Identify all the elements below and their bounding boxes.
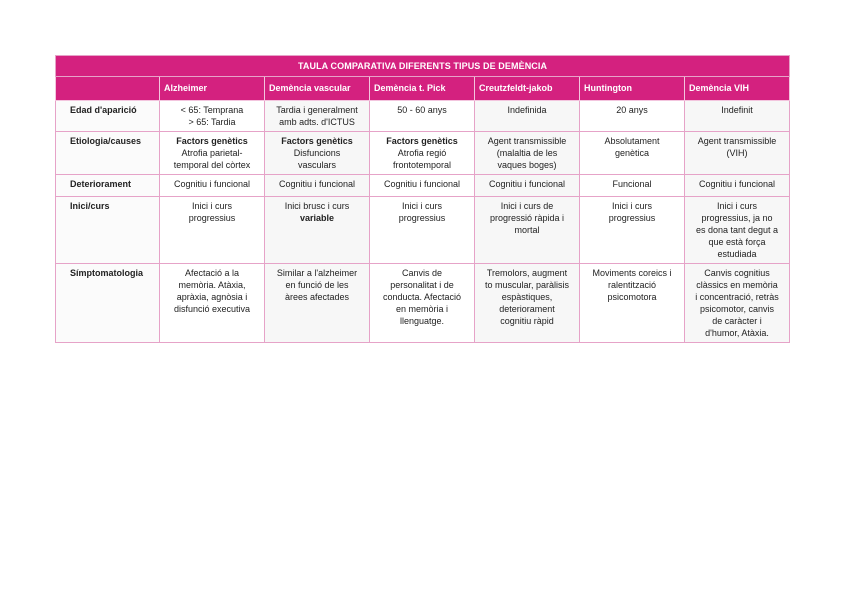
row-label: Símptomatologia xyxy=(56,264,160,343)
column-header-pick: Demència t. Pick xyxy=(370,77,475,101)
cell-line: Tremolors, augment xyxy=(486,268,568,278)
table-row xyxy=(56,197,790,264)
cell-line: Cognitiu i funcional xyxy=(278,179,356,189)
cell-line: Canvis cognitius xyxy=(704,268,770,278)
cell-pick xyxy=(370,101,475,132)
cell-pick xyxy=(370,197,475,264)
cell-line: apràxia, agnòsia i xyxy=(176,292,248,302)
cell-line: Factors genètics xyxy=(281,136,353,146)
cell-alzheimer xyxy=(160,101,265,132)
column-header-creutzfeldt-jakob: Creutzfeldt-jakob xyxy=(475,77,580,101)
cell-creutzfeldt-jakob xyxy=(475,175,580,197)
cell-line: Funcional xyxy=(612,179,652,189)
cell-line: memòria. Atàxia, xyxy=(178,280,246,290)
cell-line: ralentització xyxy=(607,280,657,290)
cell-line: progressius, ja no xyxy=(701,213,773,223)
header-corner xyxy=(56,77,160,101)
cell-alzheimer xyxy=(160,175,265,197)
table-row xyxy=(56,175,790,197)
table-row xyxy=(56,101,790,132)
cell-vascular xyxy=(265,264,370,343)
cell-line: disfunció executiva xyxy=(173,304,251,314)
cell-line: Inici brusc i curs xyxy=(284,201,350,211)
cell-line: Disfuncions xyxy=(293,148,341,158)
row-label: Deteriorament xyxy=(56,175,160,197)
table-row xyxy=(56,132,790,175)
table-title: TAULA COMPARATIVA DIFERENTS TIPUS DE DEMÈNCIA xyxy=(56,56,790,77)
title-row xyxy=(56,56,790,77)
cell-huntington xyxy=(580,264,685,343)
cell-alzheimer xyxy=(160,264,265,343)
header-row xyxy=(56,77,790,101)
cell-line: estudiada xyxy=(717,249,757,259)
cell-line: Absolutament xyxy=(604,136,660,146)
cell-line: en funció de les xyxy=(285,280,349,290)
cell-huntington xyxy=(580,132,685,175)
cell-line: 50 - 60 anys xyxy=(397,105,447,115)
cell-line: deteriorament xyxy=(499,304,555,314)
cell-alzheimer xyxy=(160,132,265,175)
cell-line: progressius xyxy=(188,213,236,223)
cell-creutzfeldt-jakob xyxy=(475,197,580,264)
cell-line: vasculars xyxy=(297,160,336,170)
cell-pick xyxy=(370,264,475,343)
cell-line: Agent transmissible xyxy=(487,136,567,146)
cell-vih xyxy=(685,197,790,264)
cell-line: Factors genètics xyxy=(176,136,248,146)
cell-line: psicomotor, canvis xyxy=(700,304,775,314)
cell-line: 20 anys xyxy=(616,105,648,115)
column-header-huntington: Huntington xyxy=(580,77,685,101)
cell-alzheimer xyxy=(160,197,265,264)
cell-line: àrees afectades xyxy=(284,292,350,302)
cell-line: clàssics en memòria xyxy=(696,280,778,290)
table-row xyxy=(56,264,790,343)
cell-line: Afectació a la xyxy=(184,268,240,278)
cell-line: cognitiu ràpid xyxy=(500,316,554,326)
cell-pick xyxy=(370,132,475,175)
cell-huntington xyxy=(580,175,685,197)
cell-vih xyxy=(685,175,790,197)
column-header-alzheimer: Alzheimer xyxy=(160,77,265,101)
row-label: Inici/curs xyxy=(56,197,160,264)
cell-line: Factors genètics xyxy=(386,136,458,146)
cell-line: i concentració, retràs xyxy=(695,292,779,302)
row-label: Edad d'aparició xyxy=(56,101,160,132)
cell-line: psicomotora xyxy=(607,292,657,302)
cell-line: Atrofia regió xyxy=(397,148,447,158)
cell-line: genètica xyxy=(614,148,650,158)
cell-huntington xyxy=(580,101,685,132)
row-label: Etiologia/causes xyxy=(56,132,160,175)
cell-line: es dona tant degut a xyxy=(695,225,779,235)
cell-line: Tardia i generalment xyxy=(276,105,358,115)
comparison-table-wrapper xyxy=(55,55,789,343)
cell-vascular xyxy=(265,132,370,175)
cell-line: (VIH) xyxy=(726,148,748,158)
cell-line: llenguatge. xyxy=(399,316,445,326)
cell-line: Inici i curs xyxy=(401,201,442,211)
column-header-vih: Demència VIH xyxy=(685,77,790,101)
cell-line: conducta. Afectació xyxy=(382,292,462,302)
cell-line: Inici i curs xyxy=(191,201,232,211)
cell-vascular xyxy=(265,197,370,264)
cell-line: Similar a l'alzheimer xyxy=(276,268,358,278)
cell-vih xyxy=(685,132,790,175)
cell-vascular xyxy=(265,101,370,132)
cell-line: d'humor, Atàxia. xyxy=(705,328,769,338)
cell-line: personalitat i de xyxy=(390,280,454,290)
cell-huntington xyxy=(580,197,685,264)
cell-line: de caràcter i xyxy=(712,316,762,326)
cell-line: to muscular, paràlisis xyxy=(484,280,570,290)
cell-vascular xyxy=(265,175,370,197)
cell-line: en memòria i xyxy=(395,304,449,314)
cell-creutzfeldt-jakob xyxy=(475,264,580,343)
cell-line: Cognitiu i funcional xyxy=(383,179,461,189)
cell-line: Cognitiu i funcional xyxy=(488,179,566,189)
cell-line: (malaltia de les xyxy=(496,148,558,158)
cell-vih xyxy=(685,101,790,132)
cell-line: progressius xyxy=(398,213,446,223)
table-body xyxy=(56,101,790,343)
cell-line: Inici i curs xyxy=(611,201,652,211)
cell-line: Canvis de xyxy=(401,268,443,278)
cell-line: progressió ràpida i xyxy=(489,213,565,223)
cell-line: Atrofia parietal- xyxy=(181,148,243,158)
cell-line: Moviments coreics i xyxy=(592,268,672,278)
cell-line: progressius xyxy=(608,213,656,223)
cell-line: temporal del còrtex xyxy=(173,160,251,170)
cell-line: variable xyxy=(299,213,335,223)
cell-line: Cognitiu i funcional xyxy=(173,179,251,189)
cell-line: amb adts. d'ICTUS xyxy=(279,117,355,127)
cell-line: Inici i curs de xyxy=(500,201,554,211)
cell-line: mortal xyxy=(514,225,540,235)
cell-line: Inici i curs xyxy=(717,201,758,211)
cell-line: Indefinida xyxy=(507,105,547,115)
cell-line: espàstiques, xyxy=(501,292,553,302)
column-header-vascular: Demència vascular xyxy=(265,77,370,101)
cell-line: Indefinit xyxy=(721,105,753,115)
cell-line: > 65: Tardia xyxy=(188,117,236,127)
cell-line: frontotemporal xyxy=(392,160,452,170)
comparison-table xyxy=(55,55,790,343)
cell-creutzfeldt-jakob xyxy=(475,101,580,132)
cell-creutzfeldt-jakob xyxy=(475,132,580,175)
cell-pick xyxy=(370,175,475,197)
cell-line: vaques boges) xyxy=(497,160,557,170)
cell-line: Agent transmissible xyxy=(697,136,777,146)
cell-line: Cognitiu i funcional xyxy=(698,179,776,189)
cell-line: < 65: Temprana xyxy=(180,105,244,115)
cell-line: que està força xyxy=(708,237,766,247)
cell-vih xyxy=(685,264,790,343)
